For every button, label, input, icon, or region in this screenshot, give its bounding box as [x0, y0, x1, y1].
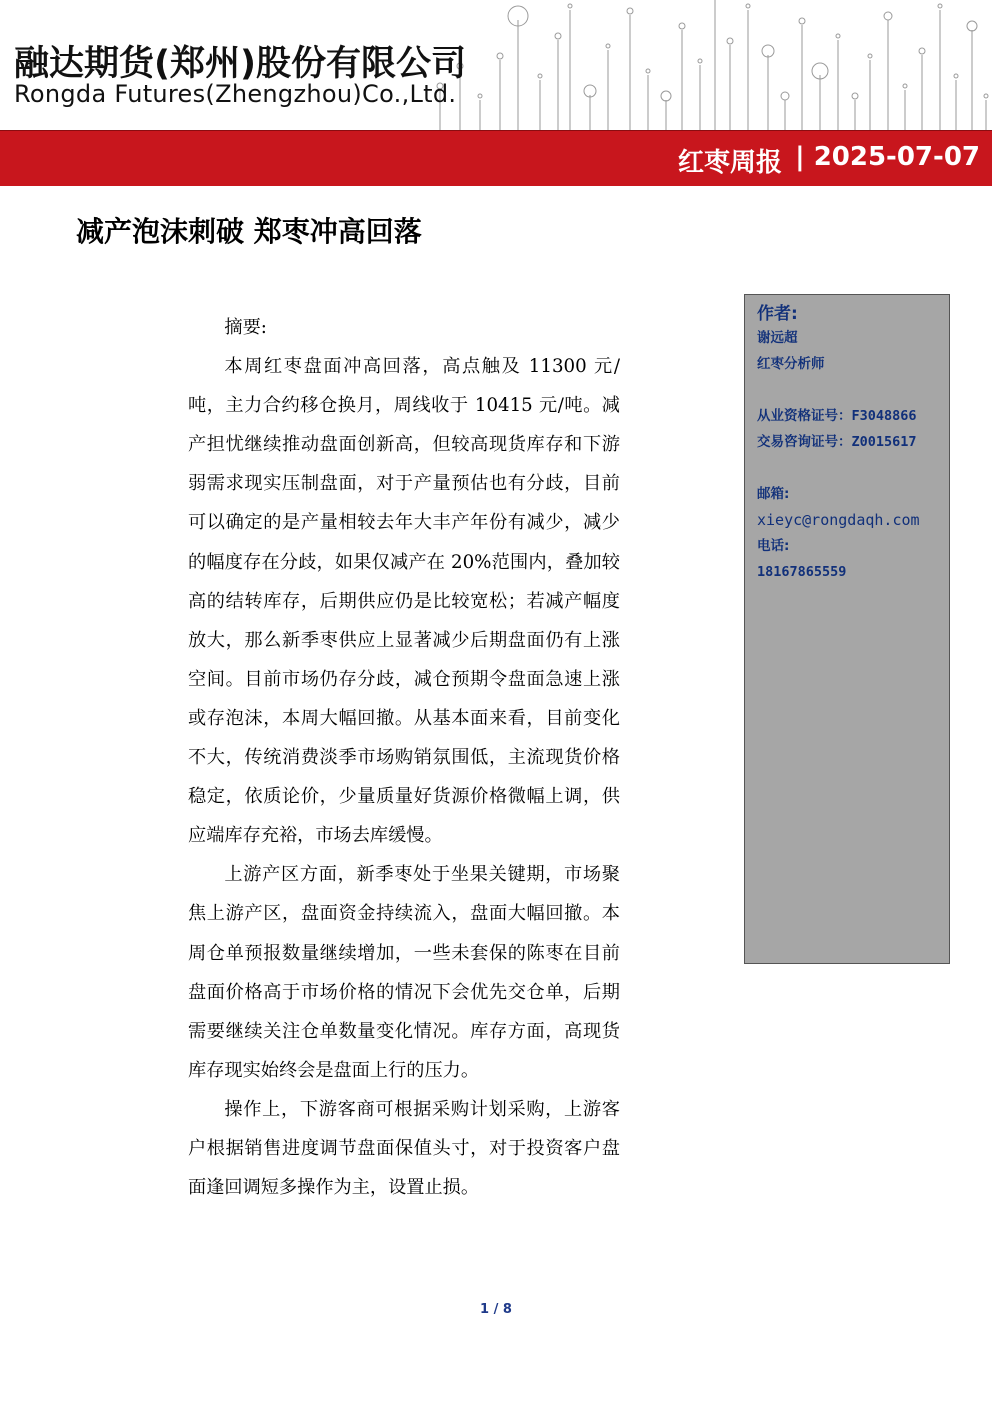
- body-paragraph: 本周红枣盘面冲高回落，高点触及 11300 元/吨，主力合约移仓换月，周线收于 10415 元/吨。减产担忧继续推动盘面创新高，但较高现货库存和下游弱需求现实压制盘面，对于产量预估也有分歧，目前可以确定的是产量相较去年大丰产年份有减少，减少的幅度存在分歧，如果仅减产在 20%范围内，叠加较高的结转库存，后期供应仍是比较宽松；若减产幅度放大，那么新季枣供应上显著减少后期盘面仍有上涨空间。目前市场仍存分歧，减仓预期令盘面急速上涨或存泡沫，本周大幅回撤。从基本面来看，目前变化不大，传统消费淡季市场购销氛围低，主流现货价格稳定，依质论价，少量质量好货源价格微幅上调，供应端库存充裕，市场去库缓慢。: [188, 356, 620, 847]
- email-link[interactable]: xieyc@rongdaqh.com: [757, 511, 920, 529]
- qualification-number: 从业资格证号：F3048866: [757, 408, 917, 424]
- author-label: 作者:: [757, 304, 798, 324]
- consult-number: 交易咨询证号：Z0015617: [757, 434, 917, 450]
- report-title: 减产泡沫刺破 郑枣冲高回落: [76, 215, 422, 248]
- body-paragraph: 上游产区方面，新季枣处于坐果关键期，市场聚焦上游产区，盘面资金持续流入，盘面大幅回撤。本周仓单预报数量继续增加，一些未套保的陈枣在目前盘面价格高于市场价格的情况下会优先交仓单，后期需要继续关注仓单数量变化情况。库存方面，高现货库存现实始终会是盘面上行的压力。: [188, 864, 620, 1081]
- report-banner: [0, 130, 992, 186]
- company-name-en: Rongda Futures(Zhengzhou)Co.,Ltd.: [14, 80, 457, 108]
- decorative-dot-lines: [430, 0, 992, 130]
- report-type: 红枣周报: [677, 148, 782, 178]
- author-name: 谢远超: [757, 330, 798, 346]
- report-header: [0, 0, 992, 186]
- report-date: | 2025-07-07: [795, 142, 980, 172]
- company-name-cn: 融达期货(郑州)股份有限公司: [14, 44, 466, 84]
- spacer: [757, 455, 949, 481]
- spacer: [757, 377, 949, 403]
- phone-label: 电话:: [757, 538, 790, 554]
- report-body: [188, 308, 620, 1207]
- abstract-label: 摘要:: [224, 317, 267, 338]
- author-info-panel: [744, 294, 950, 964]
- email-label: 邮箱:: [757, 486, 790, 502]
- author-title: 红枣分析师: [757, 356, 825, 372]
- phone-number: 18167865559: [757, 564, 847, 580]
- banner-divider: [0, 130, 992, 131]
- page-number: 1 / 8: [480, 1302, 512, 1317]
- body-paragraph: 操作上，下游客商可根据采购计划采购，上游客户根据销售进度调节盘面保值头寸，对于投资客户盘面逢回调短多操作为主，设置止损。: [188, 1098, 620, 1199]
